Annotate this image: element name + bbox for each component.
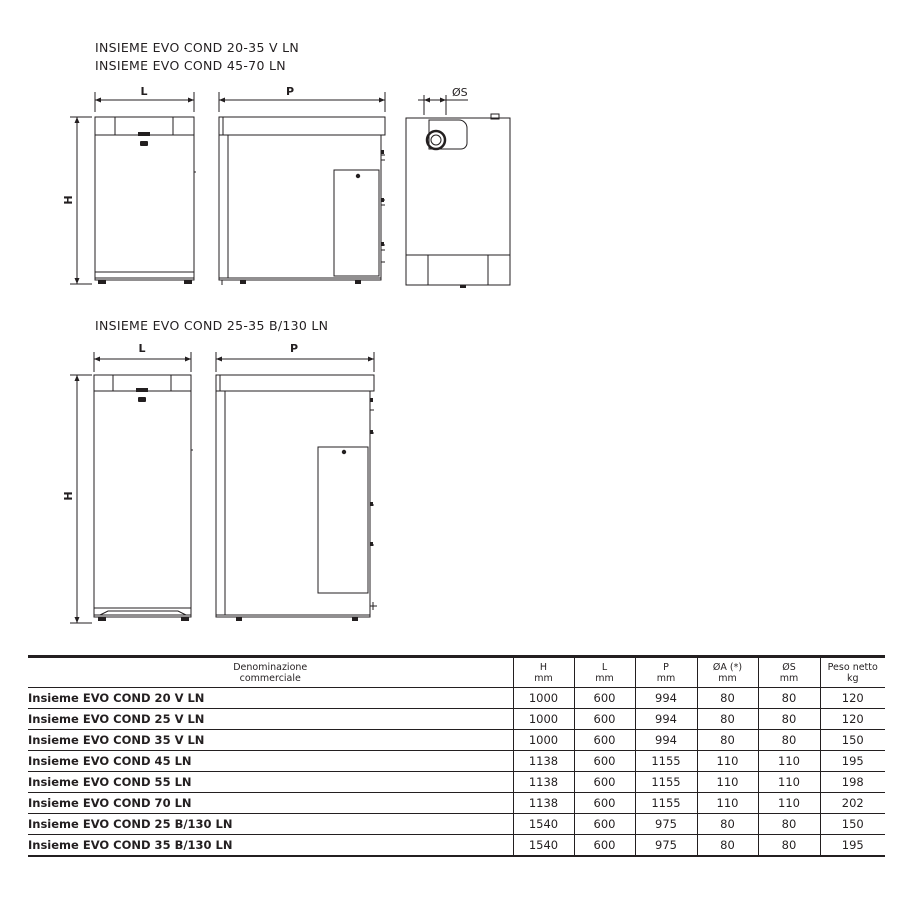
group-a-front-view [62,85,196,284]
column-header [574,657,635,688]
value-cell: 80 [758,688,820,709]
table-body [28,688,885,857]
value-cell: 110 [758,751,820,772]
value-cell: 195 [820,835,885,857]
value-cell: 1000 [513,688,574,709]
table-row [28,751,885,772]
table-row [28,772,885,793]
value-cell: 994 [635,730,697,751]
value-cell: 1138 [513,772,574,793]
column-header-label: H [539,662,548,673]
dim-label-p: P [285,85,295,98]
value-cell: 80 [697,709,758,730]
value-cell: 120 [820,688,885,709]
value-cell: 80 [758,730,820,751]
column-header-unit: mm [718,673,737,684]
column-header [513,657,574,688]
table-row [28,730,885,751]
dim-label-h: H [62,195,75,205]
value-cell: 1000 [513,730,574,751]
column-header-label: ØA (*) [712,662,743,673]
table-row [28,688,885,709]
table-row [28,709,885,730]
value-cell: 994 [635,709,697,730]
value-cell: 600 [574,835,635,857]
model-name-cell: Insieme EVO COND 25 B/130 LN [28,814,513,835]
model-name-cell: Insieme EVO COND 35 V LN [28,730,513,751]
group-a-title-line2: INSIEME EVO COND 45-70 LN [95,58,286,73]
value-cell: 1155 [635,772,697,793]
column-header-unit: mm [779,673,799,684]
value-cell: 150 [820,730,885,751]
value-cell: 994 [635,688,697,709]
model-name-cell: Insieme EVO COND 70 LN [28,793,513,814]
table-row [28,793,885,814]
table-header-row [28,657,885,688]
dimensions-table [28,655,885,857]
column-header-unit: kg [846,673,859,684]
value-cell: 80 [697,688,758,709]
model-name-cell: Insieme EVO COND 35 B/130 LN [28,835,513,857]
column-header [697,657,758,688]
model-name-cell: Insieme EVO COND 25 V LN [28,709,513,730]
column-header-label: ØS [782,662,796,673]
value-cell: 80 [758,835,820,857]
dim-label-l: L [140,85,148,98]
value-cell: 80 [758,814,820,835]
model-name-cell: Insieme EVO COND 55 LN [28,772,513,793]
value-cell: 195 [820,751,885,772]
column-header-unit: mm [534,673,553,684]
value-cell: 1540 [513,835,574,857]
column-header-unit: mm [595,673,614,684]
column-header-label: P [663,662,669,673]
group-b-front-view [62,342,193,623]
value-cell: 110 [697,772,758,793]
value-cell: 80 [697,835,758,857]
value-cell: 600 [574,814,635,835]
value-cell: 150 [820,814,885,835]
table-row [28,814,885,835]
value-cell: 110 [758,793,820,814]
value-cell: 600 [574,688,635,709]
dim-label-l-b: L [138,342,146,355]
value-cell: 600 [574,793,635,814]
value-cell: 600 [574,730,635,751]
column-header-unit: mm [656,673,676,684]
column-header [635,657,697,688]
value-cell: 120 [820,709,885,730]
value-cell: 202 [820,793,885,814]
column-header-unit: commerciale [239,673,301,684]
value-cell: 1000 [513,709,574,730]
group-b-title: INSIEME EVO COND 25-35 B/130 LN [95,318,329,333]
value-cell: 110 [758,772,820,793]
column-header [820,657,885,688]
value-cell: 1155 [635,793,697,814]
column-header-label: Peso netto [827,662,878,673]
value-cell: 1155 [635,751,697,772]
value-cell: 600 [574,751,635,772]
group-a-title-line1: INSIEME EVO COND 20-35 V LN [95,40,300,55]
column-header-label: L [601,662,608,673]
value-cell: 110 [697,751,758,772]
model-name-cell: Insieme EVO COND 45 LN [28,751,513,772]
column-header [758,657,820,688]
value-cell: 600 [574,709,635,730]
group-a-rear-view [406,86,510,288]
table-row [28,835,885,857]
model-name-cell: Insieme EVO COND 20 V LN [28,688,513,709]
value-cell: 975 [635,835,697,857]
dim-label-h-b: H [62,491,75,501]
value-cell: 600 [574,772,635,793]
value-cell: 80 [697,814,758,835]
value-cell: 198 [820,772,885,793]
dim-label-s: ØS [452,86,468,99]
value-cell: 1540 [513,814,574,835]
group-a-side-view [219,85,385,285]
value-cell: 80 [758,709,820,730]
value-cell: 110 [697,793,758,814]
group-b-side-view [216,342,377,621]
value-cell: 1138 [513,793,574,814]
column-header-label: Denominazione [233,662,308,673]
value-cell: 975 [635,814,697,835]
value-cell: 80 [697,730,758,751]
dim-label-p-b: P [289,342,299,355]
value-cell: 1138 [513,751,574,772]
column-header [28,657,513,688]
